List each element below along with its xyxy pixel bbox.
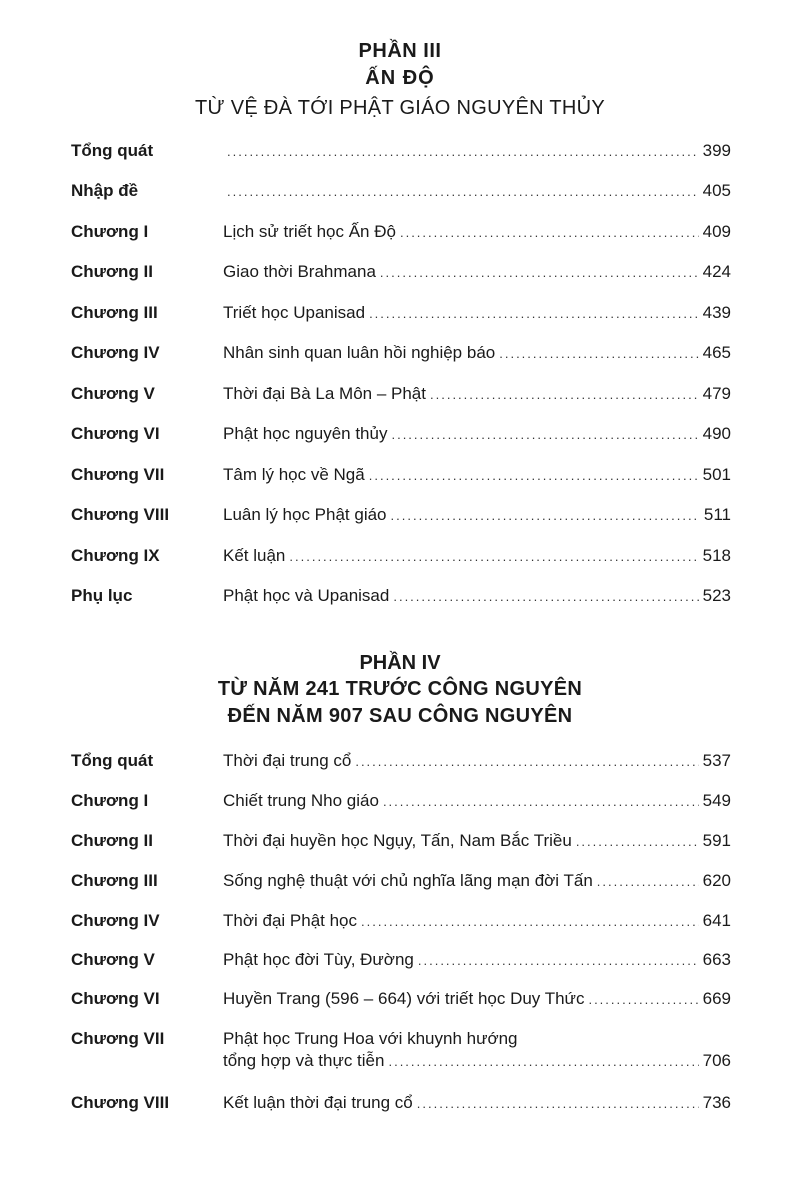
- part4-line2: TỪ NĂM 241 TRƯỚC CÔNG NGUYÊN: [217, 678, 583, 700]
- entry-label: Chương I: [71, 791, 149, 810]
- entry-title: Phật học và Upanisad: [223, 586, 390, 605]
- toc-entry[interactable]: [0, 989, 800, 1013]
- entry-title: Tâm lý học về Ngã: [223, 465, 365, 484]
- toc-entry[interactable]: [0, 262, 800, 286]
- entry-page: 479: [702, 384, 731, 403]
- entry-page: 663: [702, 950, 731, 969]
- entry-title: Nhân sinh quan luân hồi nghiệp báo: [223, 343, 496, 362]
- leader-dots: [227, 184, 699, 199]
- entry-label: Chương IX: [71, 546, 160, 565]
- entry-label: Chương VIII: [71, 1093, 170, 1112]
- entry-label: Chương V: [71, 384, 155, 403]
- entry-label: Chương VI: [71, 989, 160, 1008]
- entry-page: 424: [702, 262, 731, 281]
- entry-page: 706: [702, 1051, 731, 1070]
- entry-page: 405: [702, 181, 731, 200]
- leader-dots: [576, 834, 699, 849]
- entry-title: Kết luận: [223, 546, 286, 565]
- leader-dots: [499, 346, 698, 361]
- leader-dots: [417, 1096, 699, 1111]
- entry-title: Sống nghệ thuật với chủ nghĩa lãng mạn đời Tấn: [223, 871, 593, 890]
- toc-entry[interactable]: [0, 1029, 800, 1081]
- entry-page: 399: [702, 141, 731, 160]
- entry-label: Chương I: [71, 222, 149, 241]
- leader-dots: [400, 225, 699, 240]
- toc-entry[interactable]: [0, 791, 800, 815]
- entry-label: Chương II: [71, 262, 153, 281]
- entry-page: 465: [702, 343, 731, 362]
- toc-entry[interactable]: [0, 505, 800, 529]
- leader-dots: [369, 468, 699, 483]
- toc-entry[interactable]: [0, 911, 800, 935]
- entry-title: Thời đại huyền học Ngụy, Tấn, Nam Bắc Triều: [223, 831, 572, 850]
- entry-label: Chương IV: [71, 911, 160, 930]
- leader-dots: [289, 549, 698, 564]
- leader-dots: [597, 874, 699, 889]
- entry-page: 439: [702, 303, 731, 322]
- entry-label: Tổng quát: [71, 141, 154, 160]
- toc-entry[interactable]: [0, 586, 800, 610]
- entry-title: Thời đại Bà La Môn – Phật: [223, 384, 426, 403]
- entry-label: Chương III: [71, 871, 158, 890]
- leader-dots: [430, 387, 699, 402]
- leader-dots: [227, 144, 699, 159]
- entry-page: 501: [702, 465, 731, 484]
- leader-dots: [361, 914, 699, 929]
- entry-label: Chương IV: [71, 343, 160, 362]
- entry-label: Phụ lục: [71, 586, 133, 605]
- entry-page: 511: [703, 505, 731, 524]
- entry-page: 620: [702, 871, 731, 890]
- part4-heading: [0, 650, 800, 730]
- toc-entry[interactable]: [0, 465, 800, 489]
- leader-dots: [383, 794, 699, 809]
- entry-page: 641: [702, 911, 731, 930]
- entry-title: Lịch sử triết học Ấn Độ: [223, 222, 396, 241]
- entry-page: 591: [702, 831, 731, 850]
- part3-subtitle: TỪ VỆ ĐÀ TỚI PHẬT GIÁO NGUYÊN THỦY: [194, 97, 606, 119]
- entry-label: Chương V: [71, 950, 155, 969]
- leader-dots: [369, 306, 699, 321]
- toc-entry[interactable]: [0, 141, 800, 165]
- toc-entry[interactable]: [0, 343, 800, 367]
- entry-title-continued: tổng hợp và thực tiễn: [223, 1051, 385, 1070]
- entry-title: Giao thời Brahmana: [223, 262, 376, 281]
- entry-title: Triết học Upanisad: [223, 303, 366, 322]
- toc-entry[interactable]: [0, 546, 800, 570]
- toc-entry[interactable]: [0, 1093, 800, 1117]
- part3-heading: [0, 38, 800, 124]
- leader-dots: [391, 427, 698, 442]
- entry-title: Luân lý học Phật giáo: [223, 505, 387, 524]
- entry-title: Kết luận thời đại trung cổ: [223, 1093, 413, 1112]
- entry-page: 549: [702, 791, 731, 810]
- entry-title: Phật học nguyên thủy: [223, 424, 388, 443]
- entry-label: Chương II: [71, 831, 153, 850]
- part4-label: PHẦN IV: [359, 652, 441, 674]
- leader-dots: [393, 589, 698, 604]
- entry-label: Chương III: [71, 303, 158, 322]
- entry-label: Chương VIII: [71, 505, 170, 524]
- leader-dots: [418, 953, 699, 968]
- toc-entry[interactable]: [0, 181, 800, 205]
- entry-page: 409: [702, 222, 731, 241]
- entry-title: Phật học đời Tùy, Đường: [223, 950, 414, 969]
- entry-title: Thời đại Phật học: [223, 911, 357, 930]
- part3-country: ẤN ĐỘ: [365, 67, 435, 89]
- toc-entry[interactable]: [0, 871, 800, 895]
- part4-line3: ĐẾN NĂM 907 SAU CÔNG NGUYÊN: [227, 705, 573, 727]
- part3-label: PHẦN III: [358, 40, 442, 62]
- toc-entry[interactable]: [0, 751, 800, 775]
- entry-page: 490: [702, 424, 731, 443]
- leader-dots: [355, 754, 698, 769]
- leader-dots: [388, 1054, 698, 1069]
- entry-page: 537: [702, 751, 731, 770]
- entry-page: 518: [702, 546, 731, 565]
- entry-label: Nhập đề: [71, 181, 139, 200]
- entry-label: Tổng quát: [71, 751, 154, 770]
- entry-title: Chiết trung Nho giáo: [223, 791, 379, 810]
- toc-entry[interactable]: [0, 222, 800, 246]
- entry-title: Phật học Trung Hoa với khuynh hướng: [223, 1029, 518, 1048]
- entry-label: Chương VI: [71, 424, 160, 443]
- toc-entry[interactable]: [0, 424, 800, 448]
- entry-page: 523: [702, 586, 731, 605]
- toc-entry[interactable]: [0, 303, 800, 327]
- leader-dots: [588, 992, 698, 1007]
- toc-entry[interactable]: [0, 950, 800, 974]
- entry-page: 736: [702, 1093, 731, 1112]
- leader-dots: [391, 508, 700, 523]
- entry-label: Chương VII: [71, 1029, 165, 1048]
- entry-page: 669: [702, 989, 731, 1008]
- entry-label: Chương VII: [71, 465, 165, 484]
- leader-dots: [380, 265, 699, 280]
- entry-title: Thời đại trung cổ: [223, 751, 352, 770]
- toc-entry[interactable]: [0, 384, 800, 408]
- toc-entry[interactable]: [0, 831, 800, 855]
- entry-title: Huyền Trang (596 – 664) với triết học Duy Thức: [223, 989, 585, 1008]
